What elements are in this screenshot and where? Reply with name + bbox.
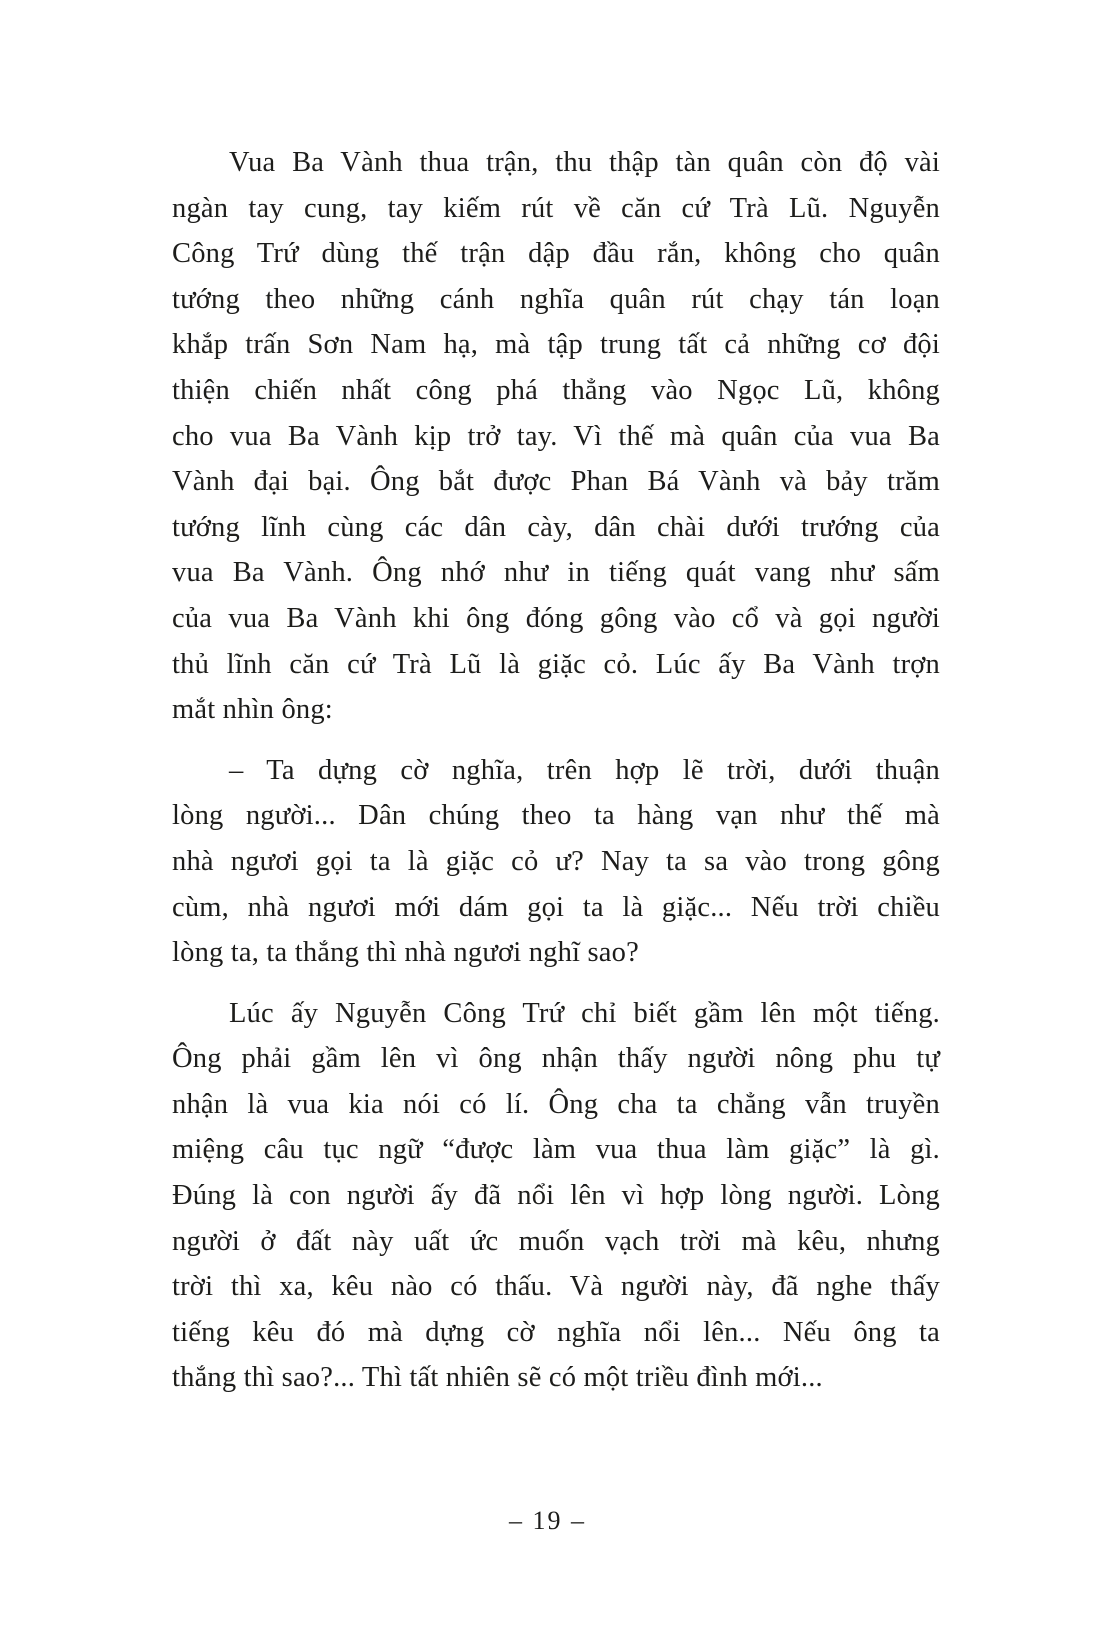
text-line: Ông phải gầm lên vì ông nhận thấy người nông phu tự bbox=[172, 1043, 940, 1075]
text-line: thắng thì sao?... Thì tất nhiên sẽ có một triều đình mới... bbox=[172, 1362, 823, 1394]
text-line: Công Trứ dùng thế trận dập đầu rắn, không cho quân bbox=[172, 238, 940, 270]
text-line: lòng ta, ta thắng thì nhà ngươi nghĩ sao? bbox=[172, 937, 639, 969]
text-line: miệng câu tục ngữ “được làm vua thua làm giặc” là gì. bbox=[172, 1134, 940, 1166]
text-line: lòng người... Dân chúng theo ta hàng vạn như thế mà bbox=[172, 800, 940, 832]
body-text-column bbox=[172, 140, 940, 1416]
text-line: trời thì xa, kêu nào có thấu. Và người này, đã nghe thấy bbox=[172, 1271, 940, 1303]
text-line: Lúc ấy Nguyễn Công Trứ chỉ biết gầm lên một tiếng. bbox=[229, 997, 940, 1029]
text-line: cho vua Ba Vành kịp trở tay. Vì thế mà quân của vua Ba bbox=[172, 420, 940, 452]
text-line: cùm, nhà ngươi mới dám gọi ta là giặc... Nếu trời chiều bbox=[172, 891, 940, 923]
text-line: thủ lĩnh căn cứ Trà Lũ là giặc cỏ. Lúc ấy Ba Vành trợn bbox=[172, 648, 940, 680]
text-line: mắt nhìn ông: bbox=[172, 694, 333, 726]
text-line: thiện chiến nhất công phá thẳng vào Ngọc Lũ, không bbox=[172, 374, 940, 406]
page-number: – 19 – bbox=[509, 1506, 586, 1535]
text-line: – Ta dựng cờ nghĩa, trên hợp lẽ trời, dưới thuận bbox=[229, 754, 940, 786]
text-line: nhà ngươi gọi ta là giặc cỏ ư? Nay ta sa vào trong gông bbox=[172, 845, 940, 877]
text-line: của vua Ba Vành khi ông đóng gông vào cổ và gọi người bbox=[172, 602, 940, 634]
text-line: người ở đất này uất ức muốn vạch trời mà kêu, nhưng bbox=[172, 1225, 940, 1257]
text-line: khắp trấn Sơn Nam hạ, mà tập trung tất cả những cơ đội bbox=[172, 329, 940, 361]
text-line: nhận là vua kia nói có lí. Ông cha ta chẳng vẫn truyền bbox=[172, 1088, 940, 1120]
text-line: Vành đại bại. Ông bắt được Phan Bá Vành và bảy trăm bbox=[172, 466, 940, 498]
paragraph bbox=[172, 748, 940, 976]
text-line: Vua Ba Vành thua trận, thu thập tàn quân còn độ vài bbox=[229, 147, 940, 178]
text-line: vua Ba Vành. Ông nhớ như in tiếng quát vang như sấm bbox=[172, 557, 940, 589]
paragraph bbox=[172, 991, 940, 1401]
text-line: tướng theo những cánh nghĩa quân rút chạy tán loạn bbox=[172, 283, 940, 315]
paragraph bbox=[172, 140, 940, 733]
text-line: tướng lĩnh cùng các dân cày, dân chài dưới trướng của bbox=[172, 511, 940, 543]
text-line: ngàn tay cung, tay kiếm rút về căn cứ Trà Lũ. Nguyễn bbox=[172, 192, 940, 224]
text-line: Đúng là con người ấy đã nổi lên vì hợp lòng người. Lòng bbox=[172, 1180, 940, 1212]
text-line: tiếng kêu đó mà dựng cờ nghĩa nổi lên... Nếu ông ta bbox=[172, 1316, 940, 1348]
